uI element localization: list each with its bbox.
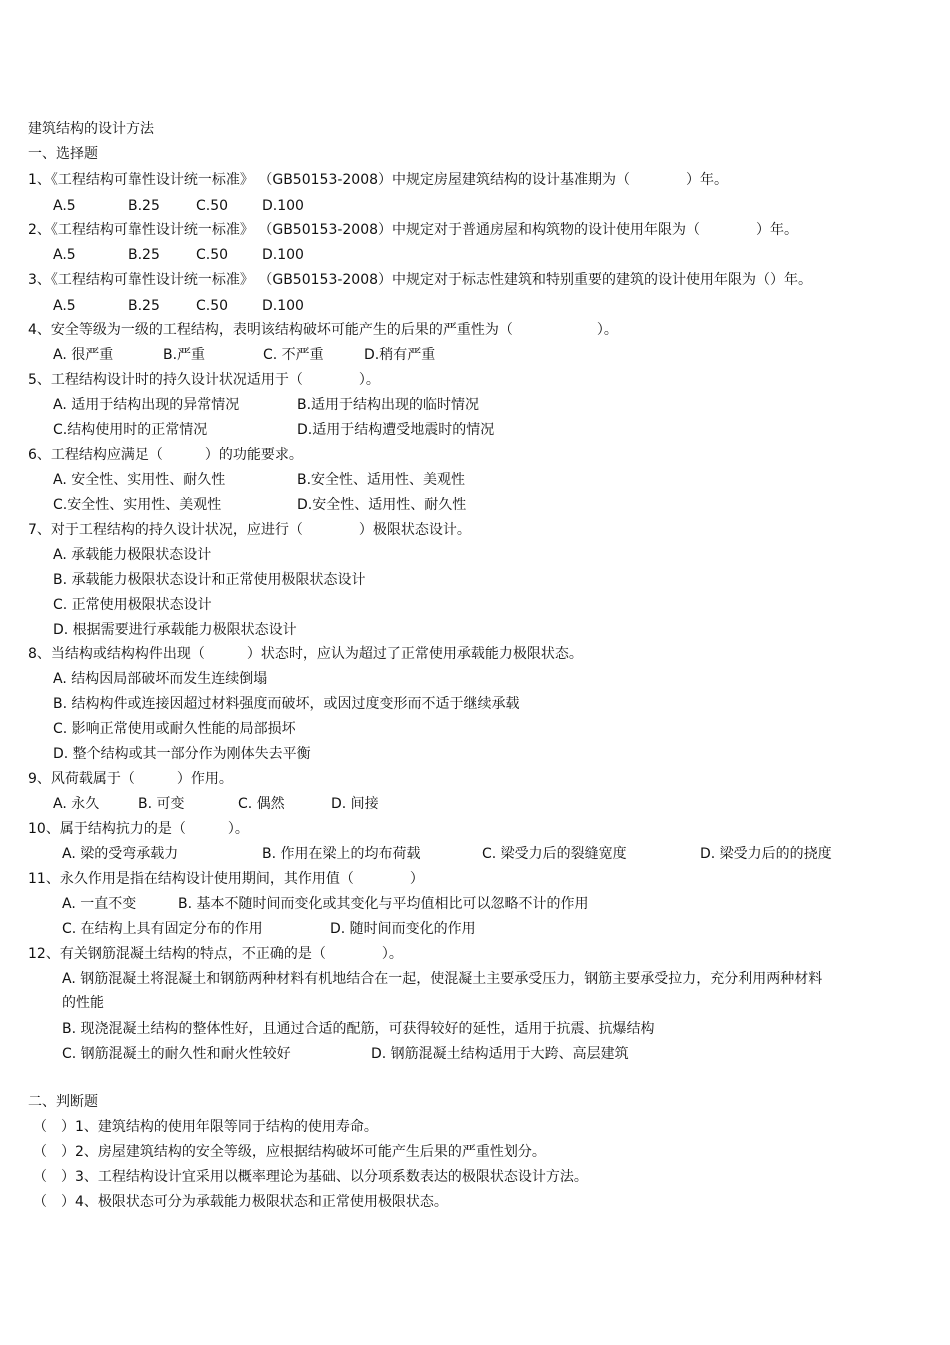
- option: C.50: [196, 247, 229, 263]
- option: C. 钢筋混凝土的耐久性和耐火性较好: [62, 1046, 291, 1062]
- option: C.结构使用时的正常情况: [53, 422, 208, 438]
- question-stem: 4、安全等级为一级的工程结构，表明该结构破坏可能产生的后果的严重性为（ ）。: [28, 322, 618, 338]
- judgment-item: （ ）2、房屋建筑结构的安全等级，应根据结构破坏可能产生后果的严重性划分。: [33, 1144, 546, 1160]
- option: D.安全性、适用性、耐久性: [297, 497, 467, 513]
- option: C. 影响正常使用或耐久性能的局部损坏: [53, 721, 296, 737]
- section-choice-heading: 一、选择题: [28, 146, 98, 162]
- question-stem: 12、有关钢筋混凝土结构的特点，不正确的是（ ）。: [28, 946, 403, 962]
- option: C. 正常使用极限状态设计: [53, 597, 212, 613]
- option-multiline: A. 钢筋混凝土将混凝土和钢筋两种材料有机地结合在一起，使混凝土主要承受压力，钢筋主要承受拉力，充分利用两种材料的性能: [62, 971, 823, 1011]
- option: B.适用于结构出现的临时情况: [297, 397, 480, 413]
- question-stem: 8、当结构或结构构件出现（ ）状态时，应认为超过了正常使用承载能力极限状态。: [28, 646, 583, 662]
- option: A. 一直不变: [62, 896, 137, 912]
- option: A.5: [53, 247, 76, 263]
- section-judgment-heading: 二、判断题: [28, 1094, 98, 1110]
- option: D. 整个结构或其一部分作为刚体失去平衡: [53, 746, 311, 762]
- judgment-item: （ ）3、工程结构设计宜采用以概率理论为基础、以分项系数表达的极限状态设计方法。: [33, 1169, 588, 1185]
- option: A.5: [53, 298, 76, 314]
- option: C.50: [196, 198, 229, 214]
- option: A. 梁的受弯承载力: [62, 846, 179, 862]
- option: B.25: [128, 198, 160, 214]
- option: A. 结构因局部破坏而发生连续倒塌: [53, 671, 268, 687]
- option: B.严重: [163, 347, 206, 363]
- option: D.适用于结构遭受地震时的情况: [297, 422, 495, 438]
- option: B.25: [128, 298, 160, 314]
- option: C.安全性、实用性、美观性: [53, 497, 222, 513]
- judgment-item: （ ）4、极限状态可分为承载能力极限状态和正常使用极限状态。: [33, 1194, 448, 1210]
- question-stem: 9、风荷载属于（ ）作用。: [28, 771, 233, 787]
- doc-title: 建筑结构的设计方法: [28, 121, 154, 137]
- option: A. 永久: [53, 796, 100, 812]
- option: B. 可变: [138, 796, 185, 812]
- option: A. 很严重: [53, 347, 114, 363]
- option: B. 现浇混凝土结构的整体性好，且通过合适的配筋，可获得较好的延性，适用于抗震、抗爆结构: [62, 1021, 655, 1037]
- option: B. 作用在梁上的均布荷载: [262, 846, 421, 862]
- option: C. 在结构上具有固定分布的作用: [62, 921, 263, 937]
- option: D.100: [262, 298, 304, 314]
- option: C. 梁受力后的裂缝宽度: [482, 846, 627, 862]
- option: D. 梁受力后的的挠度: [700, 846, 832, 862]
- option: B. 承载能力极限状态设计和正常使用极限状态设计: [53, 572, 366, 588]
- option: C.50: [196, 298, 229, 314]
- question-stem: 10、属于结构抗力的是（ ）。: [28, 821, 249, 837]
- option: A. 适用于结构出现的异常情况: [53, 397, 240, 413]
- question-stem: 6、工程结构应满足（ ）的功能要求。: [28, 447, 303, 463]
- option: B.25: [128, 247, 160, 263]
- option: C. 偶然: [238, 796, 285, 812]
- option: D. 根据需要进行承载能力极限状态设计: [53, 622, 297, 638]
- option: B. 结构构件或连接因超过材料强度而破坏，或因过度变形而不适于继续承载: [53, 696, 520, 712]
- question-stem: 2、《工程结构可靠性设计统一标准》 （GB50153-2008）中规定对于普通房屋和构筑物的设计使用年限为（ ）年。: [28, 222, 799, 238]
- option: C. 不严重: [263, 347, 324, 363]
- question-stem: 5、工程结构设计时的持久设计状况适用于（ ）。: [28, 372, 380, 388]
- option: B. 基本不随时间而变化或其变化与平均值相比可以忽略不计的作用: [178, 896, 589, 912]
- option: A. 安全性、实用性、耐久性: [53, 472, 226, 488]
- option: D.稍有严重: [364, 347, 436, 363]
- option: D. 随时间而变化的作用: [330, 921, 476, 937]
- option: D.100: [262, 198, 304, 214]
- option: D. 间接: [331, 796, 379, 812]
- question-stem: 1、《工程结构可靠性设计统一标准》 （GB50153-2008）中规定房屋建筑结构的设计基准期为（ ）年。: [28, 172, 729, 188]
- judgment-item: （ ）1、建筑结构的使用年限等同于结构的使用寿命。: [33, 1119, 378, 1135]
- question-stem: 3、《工程结构可靠性设计统一标准》 （GB50153-2008）中规定对于标志性建筑和特别重要的建筑的设计使用年限为（）年。: [28, 272, 813, 288]
- option: B.安全性、适用性、美观性: [297, 472, 466, 488]
- question-stem: 7、对于工程结构的持久设计状况，应进行（ ）极限状态设计。: [28, 522, 471, 538]
- option: D. 钢筋混凝土结构适用于大跨、高层建筑: [371, 1046, 629, 1062]
- option: A. 承载能力极限状态设计: [53, 547, 212, 563]
- option: A.5: [53, 198, 76, 214]
- question-stem: 11、永久作用是指在结构设计使用期间，其作用值（ ）: [28, 871, 424, 887]
- option: D.100: [262, 247, 304, 263]
